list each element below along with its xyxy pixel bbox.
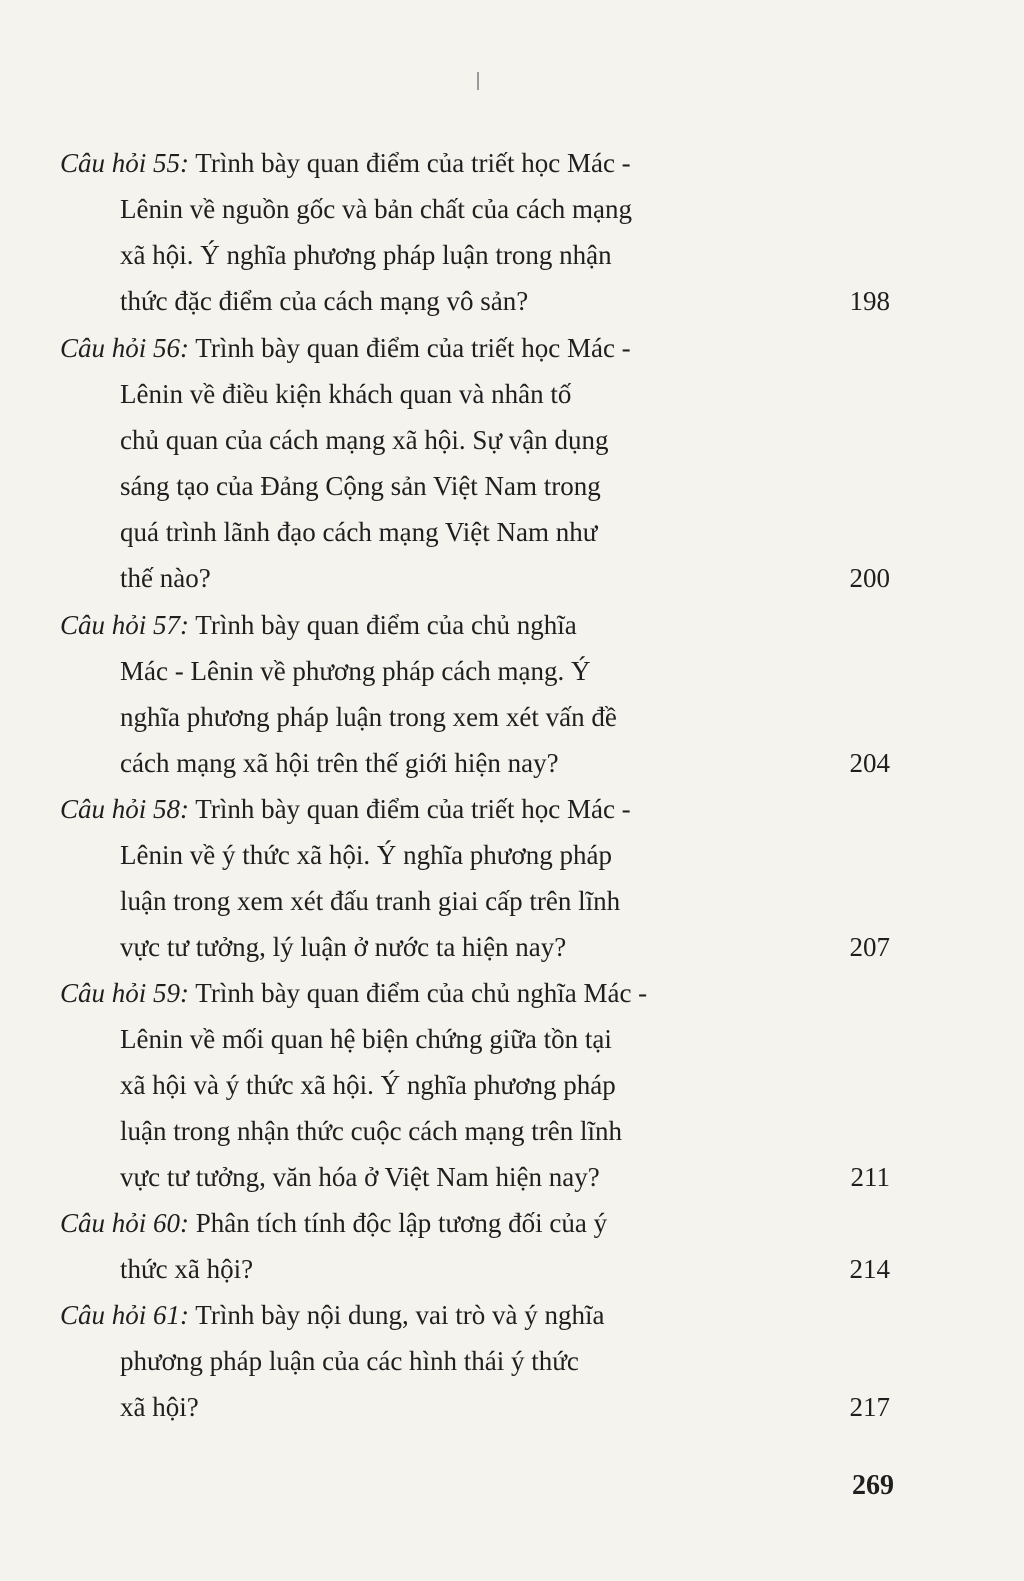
question-text-line: Mác - Lênin về phương pháp cách mạng. Ý	[120, 656, 591, 686]
toc-entry-text	[60, 1292, 740, 1430]
question-text-line: xã hội. Ý nghĩa phương pháp luận trong nhận	[120, 240, 612, 270]
question-text-line: luận trong xem xét đấu tranh giai cấp trên lĩnh	[120, 886, 621, 916]
question-text-line: sáng tạo của Đảng Cộng sản Việt Nam trong	[120, 471, 601, 501]
question-text-line: Lênin về điều kiện khách quan và nhân tố	[120, 379, 572, 409]
question-text-line: thức đặc điểm của cách mạng vô sản?	[120, 286, 529, 316]
question-label: Câu hỏi 61:	[60, 1300, 190, 1330]
toc-entry-60	[60, 1200, 890, 1292]
toc-entry-text	[60, 325, 740, 601]
question-text: Trình bày quan điểm của triết học Mác -	[195, 333, 631, 363]
toc-entry-text	[60, 602, 740, 786]
question-label: Câu hỏi 58:	[60, 794, 190, 824]
page-reference: 198	[849, 286, 890, 316]
toc-entry-text	[60, 970, 740, 1200]
toc-entry-text	[60, 1200, 740, 1292]
question-text-line: vực tư tưởng, văn hóa ở Việt Nam hiện nay?	[120, 1162, 600, 1192]
page-reference: 200	[849, 563, 890, 593]
question-text-line: luận trong nhận thức cuộc cách mạng trên lĩnh	[120, 1116, 622, 1146]
toc-entry-text	[60, 786, 740, 970]
page-reference: 217	[849, 1392, 890, 1422]
question-text-line: cách mạng xã hội trên thế giới hiện nay?	[120, 748, 559, 778]
question-text-line: Lênin về mối quan hệ biện chứng giữa tồn tại	[120, 1024, 612, 1054]
toc-entry-57	[60, 602, 890, 786]
question-label: Câu hỏi 57:	[60, 610, 190, 640]
toc-entry-59	[60, 970, 890, 1200]
question-text-line: nghĩa phương pháp luận trong xem xét vấn đề	[120, 702, 617, 732]
question-text: Trình bày quan điểm của triết học Mác -	[195, 794, 631, 824]
toc-entry-56	[60, 325, 890, 601]
toc-entry-61	[60, 1292, 890, 1430]
page-reference: 204	[849, 748, 890, 778]
page-number: 269	[852, 1470, 894, 1501]
question-label: Câu hỏi 56:	[60, 333, 190, 363]
question-text-line: thế nào?	[120, 563, 211, 593]
question-text-line: vực tư tưởng, lý luận ở nước ta hiện nay?	[120, 932, 567, 962]
question-text-line: thức xã hội?	[120, 1254, 254, 1284]
page-reference: 214	[849, 1254, 890, 1284]
question-text-line: Lênin về nguồn gốc và bản chất của cách mạng	[120, 194, 633, 224]
question-text-line: chủ quan của cách mạng xã hội. Sự vận dụng	[120, 425, 609, 455]
question-text: Trình bày quan điểm của chủ nghĩa	[195, 610, 577, 640]
question-text: Trình bày nội dung, vai trò và ý nghĩa	[195, 1300, 605, 1330]
question-text-line: xã hội?	[120, 1392, 199, 1422]
toc-entry-58	[60, 786, 890, 970]
toc-entry-text	[60, 140, 740, 324]
question-text-line: xã hội và ý thức xã hội. Ý nghĩa phương pháp	[120, 1070, 616, 1100]
question-text: Trình bày quan điểm của triết học Mác -	[195, 148, 631, 178]
question-label: Câu hỏi 59:	[60, 978, 190, 1008]
question-text-line: phương pháp luận của các hình thái ý thức	[120, 1346, 579, 1376]
binding-mark	[477, 72, 479, 90]
question-label: Câu hỏi 55:	[60, 148, 190, 178]
question-text-line: Lênin về ý thức xã hội. Ý nghĩa phương pháp	[120, 840, 612, 870]
question-text: Trình bày quan điểm của chủ nghĩa Mác -	[195, 978, 648, 1008]
question-text: Phân tích tính độc lập tương đối của ý	[195, 1208, 608, 1238]
question-label: Câu hỏi 60:	[60, 1208, 190, 1238]
page-reference: 211	[850, 1162, 890, 1192]
toc-entry-55	[60, 140, 890, 324]
page-reference: 207	[849, 932, 890, 962]
question-text-line: quá trình lãnh đạo cách mạng Việt Nam như	[120, 517, 598, 547]
